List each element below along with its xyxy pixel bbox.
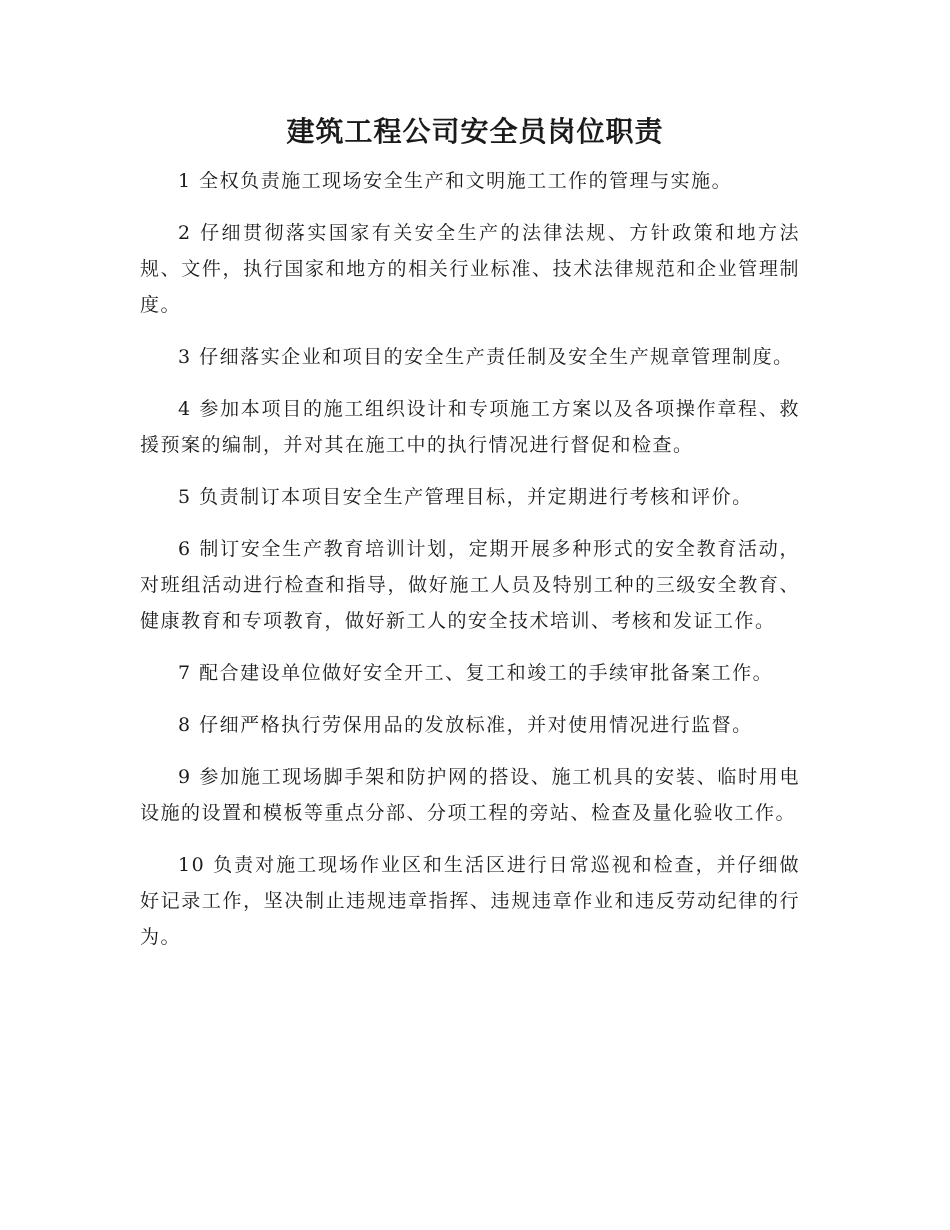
paragraph-8: 8 仔细严格执行劳保用品的发放标准，并对使用情况进行监督。 — [178, 714, 753, 736]
paragraph-6: 6 制订安全生产教育培训计划，定期开展多种形式的安全教育活动，对班组活动进行检查和指导，做好施工人员及特别工种的三级安全教育、健康教育和专项教育，做好新工人的安全技术培训、考核和发证工作。 — [140, 538, 800, 632]
paragraph-4: 4 参加本项目的施工组织设计和专项施工方案以及各项操作章程、救援预案的编制，并对其在施工中的执行情况进行督促和检查。 — [140, 398, 800, 456]
paragraph-3: 3 仔细落实企业和项目的安全生产责任制及安全生产规章管理制度。 — [178, 346, 794, 368]
paragraph-5: 5 负责制订本项目安全生产管理目标，并定期进行考核和评价。 — [178, 486, 753, 508]
paragraph-1: 1 全权负责施工现场安全生产和文明施工工作的管理与实施。 — [178, 170, 733, 192]
document-body — [140, 163, 800, 971]
paragraph-7: 7 配合建设单位做好安全开工、复工和竣工的手续审批备案工作。 — [178, 662, 774, 684]
paragraph-2: 2 仔细贯彻落实国家有关安全生产的法律法规、方针政策和地方法规、文件，执行国家和地方的相关行业标准、技术法律规范和企业管理制度。 — [140, 222, 800, 316]
paragraph-9: 9 参加施工现场脚手架和防护网的搭设、施工机具的安装、临时用电设施的设置和模板等重点分部、分项工程的旁站、检查及量化验收工作。 — [140, 766, 800, 824]
paragraph-10: 10 负责对施工现场作业区和生活区进行日常巡视和检查，并仔细做好记录工作，坚决制止违规违章指挥、违规违章作业和违反劳动纪律的行为。 — [140, 854, 800, 948]
document-title: 建筑工程公司安全员岗位职责 — [286, 115, 664, 148]
